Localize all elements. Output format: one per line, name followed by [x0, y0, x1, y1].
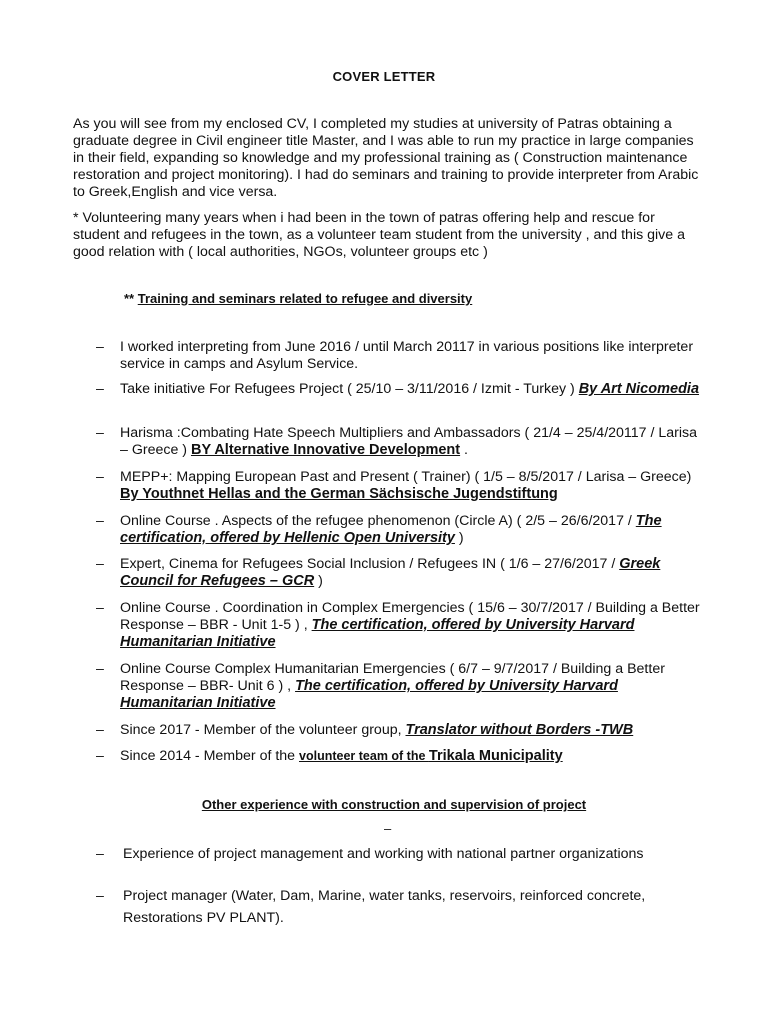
item-organization-prefix: volunteer team of the	[299, 749, 429, 763]
item-text: Project manager (Water, Dam, Marine, water tanks, reservoirs, reinforced concrete, Restorations PV PLANT).	[123, 888, 646, 926]
list-item	[96, 600, 706, 651]
item-organization: The certification, offered by Hellenic Open University	[120, 513, 662, 546]
intro-paragraph-2: * Volunteering many years when i had been in the town of patras offering help and rescue for student and refugees in the town, as a volunteer team student from the university , and this give a good relation with ( local authorities, NGOs, volunteer groups etc )	[73, 210, 685, 260]
item-text: Expert, Cinema for Refugees Social Inclusion / Refugees IN ( 1/6 – 27/6/2017 /	[120, 556, 620, 572]
section-heading-text: Training and seminars related to refugee and diversity	[137, 291, 473, 306]
dash-bullet: –	[96, 469, 104, 485]
item-organization: By Art Nicomedia	[578, 381, 700, 397]
list-item	[96, 469, 706, 503]
dash-separator: –	[384, 821, 392, 836]
item-text: Experience of project management and working with national partner organizations	[123, 846, 644, 862]
section-heading-construction: Other experience with construction and supervision of project	[201, 797, 587, 812]
item-text: Online Course . Aspects of the refugee phenomenon (Circle A) ( 2/5 – 26/6/2017 /	[120, 513, 636, 529]
page-title: COVER LETTER	[332, 69, 436, 84]
item-organization: Greek Council for Refugees – GCR	[120, 556, 661, 589]
item-text: Harisma :Combating Hate Speech Multipliers and Ambassadors ( 21/4 – 25/4/20117 / Larisa – Greece )	[120, 425, 698, 458]
dash-bullet: –	[96, 513, 104, 529]
item-organization: The certification, offered by University Harvard Humanitarian Initiative	[120, 617, 635, 650]
item-suffix: )	[314, 573, 323, 589]
list-item	[96, 722, 706, 739]
item-suffix: .	[460, 442, 468, 458]
item-text: Since 2014 - Member of the	[120, 748, 300, 764]
list-item	[96, 381, 706, 398]
dash-bullet: –	[96, 600, 104, 616]
list-item	[96, 339, 706, 373]
item-organization: By Youthnet Hellas and the German Sächsische Jugendstiftung	[120, 486, 558, 502]
dash-bullet: –	[96, 846, 104, 862]
list-item	[96, 885, 706, 929]
list-item	[96, 513, 706, 547]
item-text: Online Course Complex Humanitarian Emergencies ( 6/7 – 9/7/2017 / Building a Better Response – BBR- Unit 6 ) ,	[120, 661, 665, 694]
list-item	[96, 846, 706, 863]
section-heading-training	[124, 290, 472, 307]
item-text: Since 2017 - Member of the volunteer group,	[120, 722, 406, 738]
item-organization: The certification, offered by University Harvard Humanitarian Initiative	[120, 678, 618, 711]
dash-bullet: –	[96, 381, 104, 397]
item-text: Online Course . Coordination in Complex Emergencies ( 15/6 – 30/7/2017 / Building a Better Response – BBR - Unit 1-5 ) ,	[120, 600, 700, 633]
item-text: I worked interpreting from June 2016 / until March 20117 in various positions like interpreter service in camps and Asylum Service.	[120, 339, 694, 372]
item-organization: Translator without Borders -TWB	[405, 722, 634, 738]
dash-bullet: –	[96, 722, 104, 738]
list-item	[96, 425, 706, 459]
dash-bullet: –	[96, 425, 104, 441]
section-prefix: **	[124, 291, 138, 306]
dash-bullet: –	[96, 661, 104, 677]
item-text: MEPP+: Mapping European Past and Present ( Trainer) ( 1/5 – 8/5/2017 / Larisa – Greece)	[120, 469, 692, 485]
item-organization: Trikala Municipality	[428, 748, 563, 764]
dash-bullet: –	[96, 748, 104, 764]
item-organization: BY Alternative Innovative Development	[190, 442, 461, 458]
intro-paragraph-1: As you will see from my enclosed CV, I completed my studies at university of Patras obtaining a graduate degree in Civil engineer title Master, and I was able to run my practice in large companies in their field, expanding so knowledge and my professional training as ( Construction maintenance restoration and project monitoring). I had do seminars and training to provide interpreter from Arabic to Greek,English and vice versa.	[73, 116, 699, 200]
list-item	[96, 661, 706, 712]
item-suffix: )	[454, 530, 464, 546]
item-text: Take initiative For Refugees Project ( 25/10 – 3/11/2016 / Izmit - Turkey )	[120, 381, 579, 397]
list-item	[96, 748, 706, 765]
dash-bullet: –	[96, 888, 104, 904]
dash-bullet: –	[96, 339, 104, 355]
list-item	[96, 556, 706, 590]
dash-bullet: –	[96, 556, 104, 572]
